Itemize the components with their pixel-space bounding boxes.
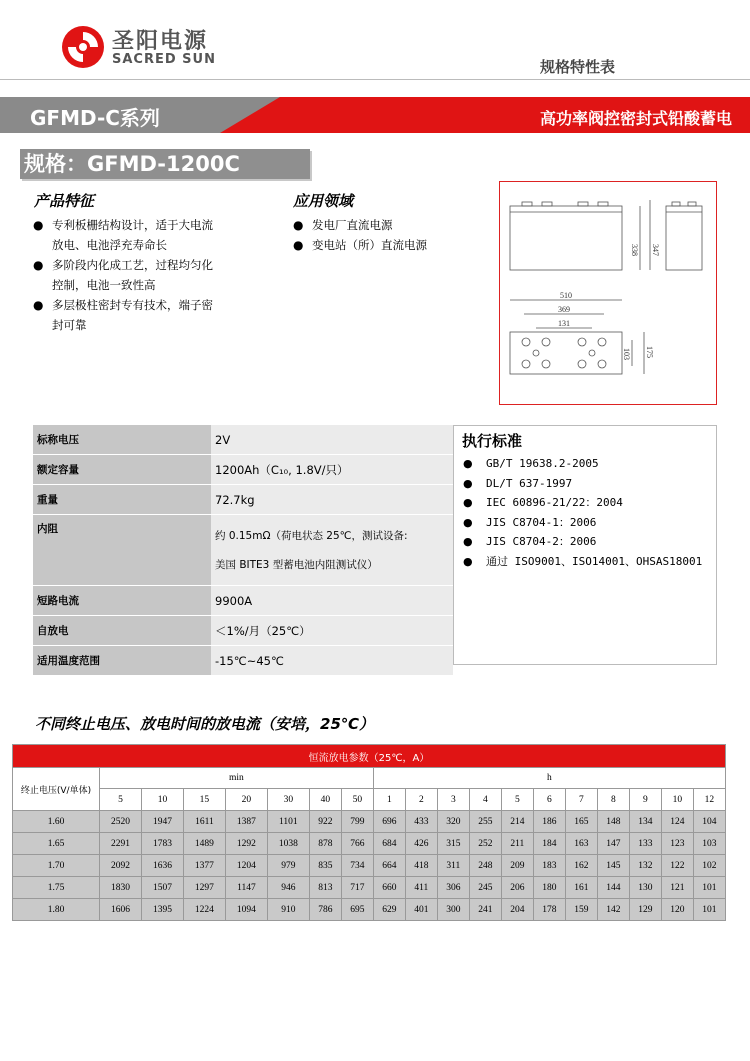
applications-list [290, 215, 490, 255]
discharge-current: 145 [597, 855, 629, 877]
brand-name-en: SACRED SUN [112, 52, 216, 67]
dim-label: 175 [645, 346, 654, 358]
dim-label: 103 [622, 348, 631, 360]
spec-key: 重量 [33, 485, 211, 515]
discharge-current: 664 [373, 855, 405, 877]
time-header-row [13, 789, 726, 811]
discharge-current: 315 [437, 833, 469, 855]
discharge-current: 165 [565, 811, 597, 833]
discharge-current: 2291 [100, 833, 142, 855]
discharge-current: 401 [405, 899, 437, 921]
discharge-title: 不同终止电压、放电时间的放电流（安培，25℃） [35, 715, 375, 733]
discharge-current: 183 [533, 855, 565, 877]
discharge-current: 1830 [100, 877, 142, 899]
time-header: 2 [405, 789, 437, 811]
discharge-current: 101 [693, 899, 725, 921]
list-item: ● 多层极柱密封专有技术，端子密 封可靠 [33, 298, 213, 332]
discharge-current: 122 [661, 855, 693, 877]
time-header: 9 [629, 789, 661, 811]
time-header: 7 [565, 789, 597, 811]
discharge-current: 1606 [100, 899, 142, 921]
discharge-current: 433 [405, 811, 437, 833]
discharge-current: 1094 [225, 899, 267, 921]
brand-logo [60, 22, 260, 72]
discharge-current: 120 [661, 899, 693, 921]
standards-box [453, 425, 717, 665]
discharge-current: 104 [693, 811, 725, 833]
product-subtitle: 高功率阀控密封式铅酸蓄电 [539, 109, 732, 128]
time-header: 10 [661, 789, 693, 811]
spec-value: 1200Ah（C₁₀, 1.8V/只） [211, 455, 453, 485]
end-voltage: 1.65 [13, 833, 100, 855]
header-divider [0, 79, 750, 80]
time-header: 8 [597, 789, 629, 811]
discharge-current: 133 [629, 833, 661, 855]
battery-dimension-drawing [499, 181, 717, 405]
unit-min: min [100, 768, 374, 789]
table-row [13, 855, 726, 877]
list-item: ● 发电厂直流电源 [293, 218, 393, 232]
discharge-current: 241 [469, 899, 501, 921]
brand-name-cn: 圣阳电源 [112, 29, 209, 54]
discharge-current: 695 [341, 899, 373, 921]
time-header: 40 [309, 789, 341, 811]
discharge-current: 162 [565, 855, 597, 877]
end-voltage: 1.70 [13, 855, 100, 877]
table-row [13, 899, 726, 921]
discharge-current: 660 [373, 877, 405, 899]
end-voltage: 1.75 [13, 877, 100, 899]
discharge-current: 1101 [267, 811, 309, 833]
end-voltage: 1.80 [13, 899, 100, 921]
discharge-current: 1224 [183, 899, 225, 921]
spec-value: ＜1%/月（25℃） [211, 616, 453, 646]
discharge-current: 1297 [183, 877, 225, 899]
table-row [13, 833, 726, 855]
list-item: ● 变电站（所）直流电源 [293, 238, 427, 252]
discharge-current: 717 [341, 877, 373, 899]
discharge-current: 766 [341, 833, 373, 855]
discharge-current: 1507 [141, 877, 183, 899]
discharge-current: 248 [469, 855, 501, 877]
discharge-current: 147 [597, 833, 629, 855]
sheet-type: 规格特性表 [540, 58, 616, 76]
discharge-current: 306 [437, 877, 469, 899]
table-row [33, 586, 453, 616]
spec-value: -15℃~45℃ [211, 646, 453, 676]
series-title: GFMD-C系列 [30, 106, 160, 130]
list-item: ● 专利板栅结构设计，适于大电流 放电、电池浮充寿命长 [33, 218, 213, 252]
list-item: ● 通过 ISO9001、ISO14001、OHSAS18001 [463, 554, 703, 568]
dim-label: 347 [651, 244, 660, 256]
model-title: 规格：GFMD-1200C [20, 149, 310, 179]
discharge-current: 878 [309, 833, 341, 855]
time-header: 20 [225, 789, 267, 811]
time-header: 30 [267, 789, 309, 811]
spec-key: 额定容量 [33, 455, 211, 485]
discharge-current: 835 [309, 855, 341, 877]
standards-list [460, 454, 702, 571]
discharge-current: 211 [501, 833, 533, 855]
discharge-current: 124 [661, 811, 693, 833]
time-header: 5 [501, 789, 533, 811]
discharge-current: 1395 [141, 899, 183, 921]
discharge-current: 2520 [100, 811, 142, 833]
time-header: 15 [183, 789, 225, 811]
unit-row [13, 768, 726, 789]
dim-label: 338 [630, 244, 639, 256]
table-row [33, 515, 453, 586]
discharge-current: 922 [309, 811, 341, 833]
time-header: 10 [141, 789, 183, 811]
dim-label: 369 [558, 305, 570, 314]
discharge-current: 148 [597, 811, 629, 833]
discharge-current: 142 [597, 899, 629, 921]
discharge-current: 123 [661, 833, 693, 855]
discharge-current: 102 [693, 855, 725, 877]
spec-key: 内阻 [33, 515, 211, 586]
discharge-current: 946 [267, 877, 309, 899]
discharge-current: 1038 [267, 833, 309, 855]
discharge-current: 1387 [225, 811, 267, 833]
discharge-current: 101 [693, 877, 725, 899]
unit-hours: h [373, 768, 725, 789]
list-item: ● 多阶段内化成工艺，过程均匀化 控制，电池一致性高 [33, 258, 213, 292]
discharge-current: 1204 [225, 855, 267, 877]
list-item: ● JIS C8704-1：2006 [463, 515, 597, 529]
discharge-current: 1489 [183, 833, 225, 855]
discharge-current: 184 [533, 833, 565, 855]
list-item: ● IEC 60896-21/22：2004 [463, 496, 623, 509]
table-row [33, 485, 453, 515]
discharge-current: 245 [469, 877, 501, 899]
discharge-current: 129 [629, 899, 661, 921]
discharge-current: 161 [565, 877, 597, 899]
list-item: ● DL/T 637-1997 [463, 476, 573, 490]
discharge-current: 320 [437, 811, 469, 833]
discharge-current: 121 [661, 877, 693, 899]
time-header: 3 [437, 789, 469, 811]
voltage-column-header: 终止电压(V/单体) [13, 768, 100, 811]
discharge-current: 209 [501, 855, 533, 877]
applications-heading: 应用领域 [293, 192, 354, 210]
spec-table [33, 425, 453, 676]
discharge-current: 684 [373, 833, 405, 855]
discharge-current: 300 [437, 899, 469, 921]
table-row [13, 877, 726, 899]
spec-key: 自放电 [33, 616, 211, 646]
end-voltage: 1.60 [13, 811, 100, 833]
discharge-current: 132 [629, 855, 661, 877]
dim-label: 510 [560, 291, 572, 300]
time-header: 6 [533, 789, 565, 811]
features-list [30, 215, 280, 335]
discharge-current: 799 [341, 811, 373, 833]
table-row [33, 616, 453, 646]
discharge-current: 1783 [141, 833, 183, 855]
discharge-current: 696 [373, 811, 405, 833]
discharge-current: 159 [565, 899, 597, 921]
discharge-current: 186 [533, 811, 565, 833]
spec-value: 72.7kg [211, 485, 453, 515]
discharge-current: 418 [405, 855, 437, 877]
discharge-current: 134 [629, 811, 661, 833]
time-header: 12 [693, 789, 725, 811]
discharge-current: 311 [437, 855, 469, 877]
table-row [33, 455, 453, 485]
discharge-current: 180 [533, 877, 565, 899]
sun-logo-icon [60, 24, 106, 70]
discharge-current: 1147 [225, 877, 267, 899]
discharge-current: 786 [309, 899, 341, 921]
table-row [33, 646, 453, 676]
discharge-current: 204 [501, 899, 533, 921]
discharge-current: 426 [405, 833, 437, 855]
discharge-current: 178 [533, 899, 565, 921]
time-header: 5 [100, 789, 142, 811]
discharge-current: 1377 [183, 855, 225, 877]
discharge-current: 214 [501, 811, 533, 833]
discharge-current: 252 [469, 833, 501, 855]
discharge-current: 255 [469, 811, 501, 833]
discharge-current: 206 [501, 877, 533, 899]
discharge-current: 1947 [141, 811, 183, 833]
dim-label: 131 [558, 319, 570, 328]
standards-heading: 执行标准 [462, 432, 523, 450]
discharge-current: 144 [597, 877, 629, 899]
discharge-current: 979 [267, 855, 309, 877]
table-row [13, 811, 726, 833]
table-caption-row [13, 745, 726, 768]
table-caption: 恒流放电参数（25℃，A） [13, 745, 726, 768]
spec-key: 标称电压 [33, 425, 211, 455]
discharge-current: 734 [341, 855, 373, 877]
spec-key: 短路电流 [33, 586, 211, 616]
list-item: ● JIS C8704-2：2006 [463, 535, 597, 548]
spec-value: 2V [211, 425, 453, 455]
discharge-current: 910 [267, 899, 309, 921]
discharge-current: 2092 [100, 855, 142, 877]
discharge-current: 813 [309, 877, 341, 899]
discharge-table [12, 744, 726, 921]
table-row [33, 425, 453, 455]
list-item: ● GB/T 19638.2-2005 [463, 457, 599, 470]
discharge-current: 103 [693, 833, 725, 855]
spec-key: 适用温度范围 [33, 646, 211, 676]
discharge-current: 163 [565, 833, 597, 855]
time-header: 1 [373, 789, 405, 811]
time-header: 50 [341, 789, 373, 811]
time-header: 4 [469, 789, 501, 811]
discharge-current: 1292 [225, 833, 267, 855]
discharge-current: 629 [373, 899, 405, 921]
spec-value: 约 0.15mΩ（荷电状态 25℃，测试设备: 美国 BITE3 型蓄电池内阻测试仪） [211, 515, 453, 586]
features-heading: 产品特征 [34, 192, 95, 210]
discharge-current: 1611 [183, 811, 225, 833]
discharge-current: 1636 [141, 855, 183, 877]
discharge-current: 411 [405, 877, 437, 899]
spec-value: 9900A [211, 586, 453, 616]
discharge-current: 130 [629, 877, 661, 899]
